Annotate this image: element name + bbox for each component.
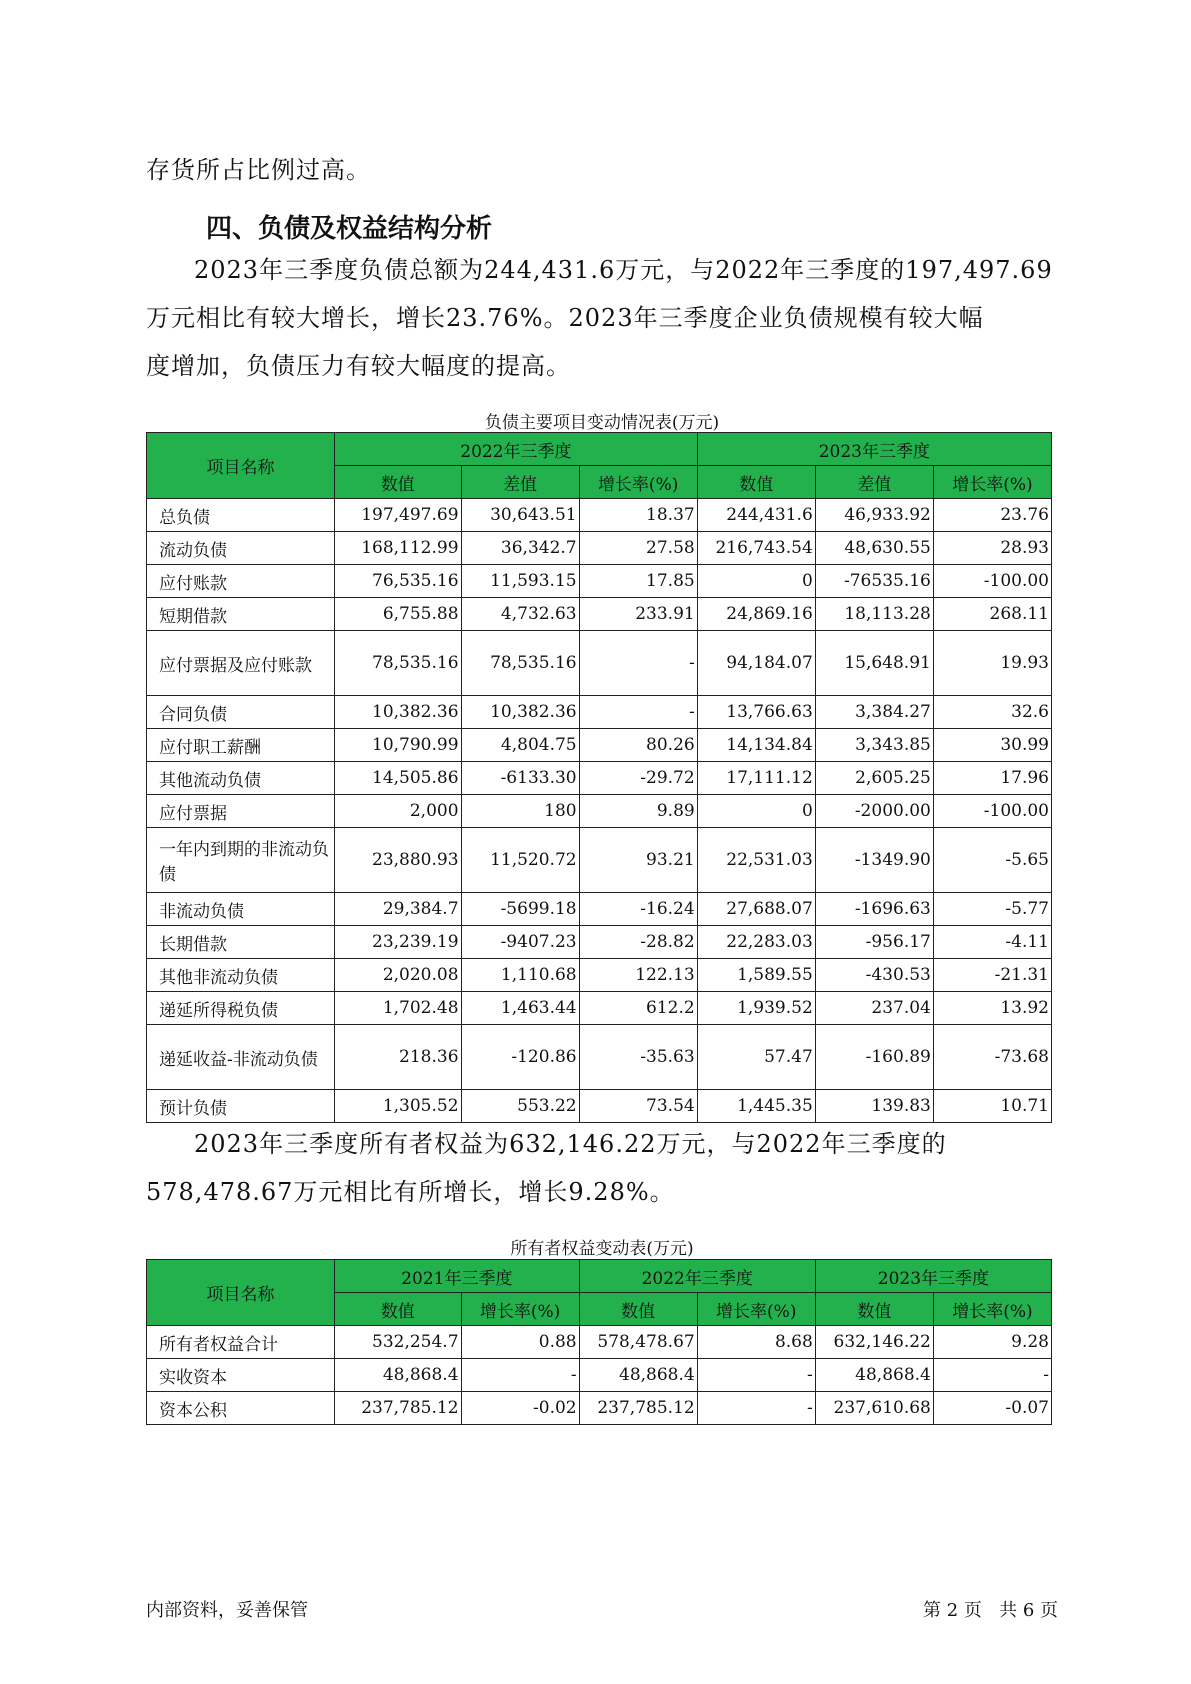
table-cell: -35.63 [579, 1025, 697, 1090]
table-cell: 4,804.75 [461, 729, 579, 762]
table-cell: 29,384.7 [335, 893, 461, 926]
period-header: 2022年三季度 [579, 1260, 815, 1293]
row-label: 非流动负债 [147, 893, 335, 926]
table-row [147, 1392, 1052, 1425]
row-label: 长期借款 [147, 926, 335, 959]
table-cell: -100.00 [933, 565, 1051, 598]
table-row [147, 926, 1052, 959]
table-cell: - [579, 696, 697, 729]
table-cell: 22,531.03 [697, 828, 815, 893]
table-cell: - [697, 1392, 815, 1425]
table-cell: 11,520.72 [461, 828, 579, 893]
table-cell: 237.04 [815, 992, 933, 1025]
table-cell: 1,445.35 [697, 1090, 815, 1123]
table-cell: -5699.18 [461, 893, 579, 926]
table-cell: -430.53 [815, 959, 933, 992]
table-cell: -73.68 [933, 1025, 1051, 1090]
table-cell: 11,593.15 [461, 565, 579, 598]
table-cell: 22,283.03 [697, 926, 815, 959]
table-cell: 612.2 [579, 992, 697, 1025]
table-cell: 80.26 [579, 729, 697, 762]
table-cell: 1,305.52 [335, 1090, 461, 1123]
table-cell: 48,868.4 [335, 1359, 461, 1392]
table-cell: 23,239.19 [335, 926, 461, 959]
table-cell: 24,869.16 [697, 598, 815, 631]
table-row [147, 631, 1052, 696]
table-cell: 1,110.68 [461, 959, 579, 992]
row-label: 应付票据 [147, 795, 335, 828]
period-header: 2023年三季度 [697, 433, 1051, 466]
table-cell: 553.22 [461, 1090, 579, 1123]
table-cell: 268.11 [933, 598, 1051, 631]
column-header: 差值 [815, 466, 933, 499]
table-cell: - [579, 631, 697, 696]
table-row [147, 795, 1052, 828]
row-label: 短期借款 [147, 598, 335, 631]
row-label: 其他流动负债 [147, 762, 335, 795]
row-label: 其他非流动负债 [147, 959, 335, 992]
table-cell: 10.71 [933, 1090, 1051, 1123]
row-label: 流动负债 [147, 532, 335, 565]
table-cell: 0 [697, 795, 815, 828]
debt-table [146, 432, 1052, 1123]
table-cell: 93.21 [579, 828, 697, 893]
table-caption-equity: 所有者权益变动表(万元) [510, 1239, 694, 1259]
table-cell: -5.77 [933, 893, 1051, 926]
table-cell: 180 [461, 795, 579, 828]
period-header: 2022年三季度 [335, 433, 698, 466]
table-cell: 578,478.67 [579, 1326, 697, 1359]
table-row [147, 1359, 1052, 1392]
table-cell: 23.76 [933, 499, 1051, 532]
table-cell: 46,933.92 [815, 499, 933, 532]
table-cell: 3,384.27 [815, 696, 933, 729]
table-cell: 18.37 [579, 499, 697, 532]
table-cell: 244,431.6 [697, 499, 815, 532]
table-cell: -29.72 [579, 762, 697, 795]
table-cell: 4,732.63 [461, 598, 579, 631]
table-row [147, 1090, 1052, 1123]
table-cell: 32.6 [933, 696, 1051, 729]
table-cell: 78,535.16 [335, 631, 461, 696]
table-cell: -160.89 [815, 1025, 933, 1090]
table-cell: 48,868.4 [579, 1359, 697, 1392]
table-cell: 237,785.12 [335, 1392, 461, 1425]
table-cell: 122.13 [579, 959, 697, 992]
table-cell: 197,497.69 [335, 499, 461, 532]
table-cell: - [697, 1359, 815, 1392]
table-cell: 216,743.54 [697, 532, 815, 565]
table-cell: -120.86 [461, 1025, 579, 1090]
table-row [147, 762, 1052, 795]
table-cell: 233.91 [579, 598, 697, 631]
table-cell: -9407.23 [461, 926, 579, 959]
column-header: 数值 [335, 466, 461, 499]
table-cell: -1696.63 [815, 893, 933, 926]
column-header: 数值 [335, 1293, 461, 1326]
row-label: 应付职工薪酬 [147, 729, 335, 762]
table-cell: 30.99 [933, 729, 1051, 762]
paragraph-debt [146, 246, 1058, 390]
intro-line: 存货所占比例过高。 [146, 156, 371, 184]
table-cell: 28.93 [933, 532, 1051, 565]
table-cell: 2,000 [335, 795, 461, 828]
table-cell: 23,880.93 [335, 828, 461, 893]
table-cell: 9.89 [579, 795, 697, 828]
table-cell: 1,589.55 [697, 959, 815, 992]
table-cell: -0.02 [461, 1392, 579, 1425]
table-cell: 218.36 [335, 1025, 461, 1090]
table-cell: 27.58 [579, 532, 697, 565]
table-cell: 9.28 [933, 1326, 1051, 1359]
table-cell: 10,382.36 [461, 696, 579, 729]
table-row [147, 893, 1052, 926]
table-row [147, 828, 1052, 893]
row-label: 总负债 [147, 499, 335, 532]
row-label: 预计负债 [147, 1090, 335, 1123]
table-cell: 73.54 [579, 1090, 697, 1123]
table-cell: 17.96 [933, 762, 1051, 795]
row-label: 合同负债 [147, 696, 335, 729]
table-cell: 17,111.12 [697, 762, 815, 795]
table-row [147, 565, 1052, 598]
table-cell: 1,463.44 [461, 992, 579, 1025]
row-label: 递延收益-非流动负债 [147, 1025, 335, 1090]
table-row [147, 1326, 1052, 1359]
table-cell: -6133.30 [461, 762, 579, 795]
table-cell: 94,184.07 [697, 631, 815, 696]
table-cell: -2000.00 [815, 795, 933, 828]
table-cell: 10,382.36 [335, 696, 461, 729]
table-cell: -0.07 [933, 1392, 1051, 1425]
period-header: 2021年三季度 [335, 1260, 580, 1293]
table-cell: - [933, 1359, 1051, 1392]
column-header: 数值 [697, 466, 815, 499]
period-header: 2023年三季度 [815, 1260, 1051, 1293]
table-cell: 19.93 [933, 631, 1051, 696]
table-row [147, 532, 1052, 565]
equity-table [146, 1259, 1052, 1425]
table-row [147, 992, 1052, 1025]
table-row [147, 729, 1052, 762]
column-header: 差值 [461, 466, 579, 499]
table-cell: 14,505.86 [335, 762, 461, 795]
table-cell: -76535.16 [815, 565, 933, 598]
table-cell: -1349.90 [815, 828, 933, 893]
table-cell: 18,113.28 [815, 598, 933, 631]
table-cell: 27,688.07 [697, 893, 815, 926]
table-cell: 532,254.7 [335, 1326, 461, 1359]
table-cell: 15,648.91 [815, 631, 933, 696]
table-cell: 1,702.48 [335, 992, 461, 1025]
table-cell: - [461, 1359, 579, 1392]
table-row [147, 696, 1052, 729]
table-cell: 0.88 [461, 1326, 579, 1359]
paragraph-equity-line: 578,478.67万元相比有所增长，增长9.28%。 [146, 1178, 675, 1206]
table-cell: 2,020.08 [335, 959, 461, 992]
table-cell: 48,630.55 [815, 532, 933, 565]
column-header: 增长率(%) [579, 466, 697, 499]
table-cell: 17.85 [579, 565, 697, 598]
paragraph-equity [146, 1120, 1058, 1216]
row-label: 资本公积 [147, 1392, 335, 1425]
table-cell: 13,766.63 [697, 696, 815, 729]
table-cell: 57.47 [697, 1025, 815, 1090]
footer-page-number: 第 2 页 共 6 页 [923, 1600, 1058, 1621]
table-row [147, 598, 1052, 631]
table-cell: 0 [697, 565, 815, 598]
table-cell: 48,868.4 [815, 1359, 933, 1392]
row-label: 应付账款 [147, 565, 335, 598]
row-label: 递延所得税负债 [147, 992, 335, 1025]
table-cell: 78,535.16 [461, 631, 579, 696]
column-header: 数值 [579, 1293, 697, 1326]
paragraph-equity-line: 2023年三季度所有者权益为632,146.22万元，与2022年三季度的 [194, 1130, 947, 1158]
item-name-header: 项目名称 [147, 433, 335, 499]
row-label: 实收资本 [147, 1359, 335, 1392]
row-label: 一年内到期的非流动负债 [147, 828, 335, 893]
table-row [147, 959, 1052, 992]
table-cell: 237,785.12 [579, 1392, 697, 1425]
table-cell: 8.68 [697, 1326, 815, 1359]
footer-confidential: 内部资料，妥善保管 [146, 1600, 308, 1621]
table-cell: 139.83 [815, 1090, 933, 1123]
table-cell: -5.65 [933, 828, 1051, 893]
paragraph-debt-line: 万元相比有较大增长，增长23.76%。2023年三季度企业负债规模有较大幅 [146, 304, 984, 332]
section-heading: 四、负债及权益结构分析 [206, 214, 493, 244]
table-cell: 30,643.51 [461, 499, 579, 532]
table-cell: 10,790.99 [335, 729, 461, 762]
table-cell: 13.92 [933, 992, 1051, 1025]
table-cell: 168,112.99 [335, 532, 461, 565]
table-cell: -100.00 [933, 795, 1051, 828]
paragraph-debt-line: 度增加，负债压力有较大幅度的提高。 [146, 352, 571, 380]
column-header: 增长率(%) [933, 466, 1051, 499]
table-cell: 3,343.85 [815, 729, 933, 762]
table-cell: -4.11 [933, 926, 1051, 959]
column-header: 增长率(%) [933, 1293, 1051, 1326]
table-cell: 1,939.52 [697, 992, 815, 1025]
table-cell: -956.17 [815, 926, 933, 959]
row-label: 应付票据及应付账款 [147, 631, 335, 696]
table-cell: 6,755.88 [335, 598, 461, 631]
column-header: 增长率(%) [697, 1293, 815, 1326]
column-header: 数值 [815, 1293, 933, 1326]
table-cell: 632,146.22 [815, 1326, 933, 1359]
paragraph-debt-line: 2023年三季度负债总额为244,431.6万元，与2022年三季度的197,497.69 [194, 256, 1053, 284]
table-cell: -28.82 [579, 926, 697, 959]
table-cell: -16.24 [579, 893, 697, 926]
table-caption-debt: 负债主要项目变动情况表(万元) [484, 413, 720, 433]
item-name-header: 项目名称 [147, 1260, 335, 1326]
table-cell: 36,342.7 [461, 532, 579, 565]
table-cell: 2,605.25 [815, 762, 933, 795]
table-row [147, 499, 1052, 532]
table-cell: 14,134.84 [697, 729, 815, 762]
column-header: 增长率(%) [461, 1293, 579, 1326]
row-label: 所有者权益合计 [147, 1326, 335, 1359]
table-cell: 76,535.16 [335, 565, 461, 598]
table-row [147, 1025, 1052, 1090]
table-cell: -21.31 [933, 959, 1051, 992]
table-cell: 237,610.68 [815, 1392, 933, 1425]
